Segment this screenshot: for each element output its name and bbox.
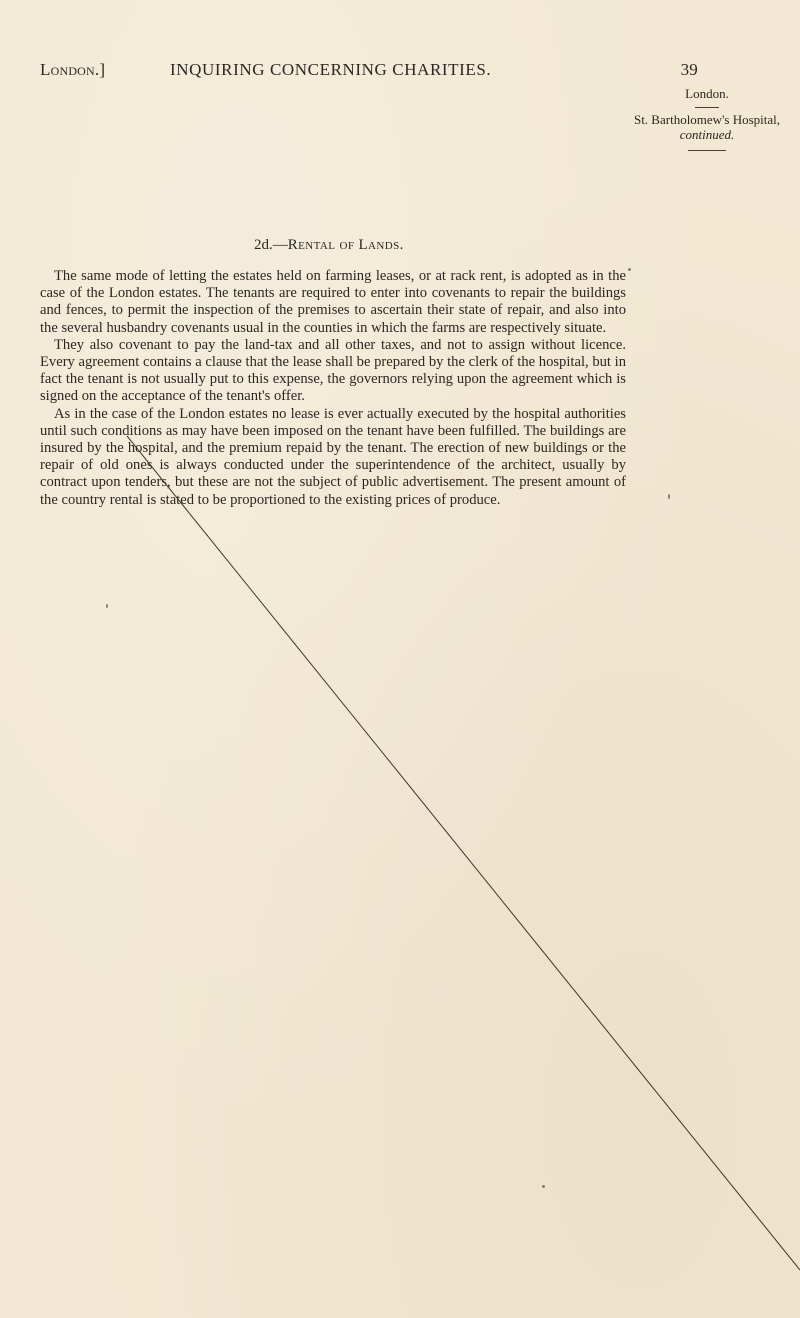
section-title: Rental of Lands. — [287, 237, 404, 253]
margin-note-continued: continued. — [679, 127, 735, 142]
paper-speck — [628, 268, 631, 271]
paper-speck — [542, 1185, 545, 1188]
page-number: 39 — [680, 60, 698, 79]
paragraph: They also covenant to pay the land-tax and all other taxes, and not to assign without licence. Every agreement contains a clause that the lease shall be prepared by the clerk of the hospital, but in fact the tenant is not usually put to this expense, the governors relying upon the agreement which is signed on the acceptance of the tenant's offer. — [40, 336, 626, 405]
paragraph: As in the case of the London estates no lease is ever actually executed by the hospital authorities until such conditions as may have been imposed on the tenant have been fulfilled. The buildings are insured by the hospital, and the premium repaid by the tenant. The erection of new buildings or the repair of old ones is always conducted under the superintendence of the architect, usually by contract upon tenders, but these are not the subject of public advertisement. The present amount of the country rental is stated to be proportioned to the existing prices of produce. — [40, 405, 626, 508]
margin-note-institution: St. Bartholomew's Hospital, — [633, 112, 781, 127]
margin-note-place: London. — [685, 86, 729, 101]
section-number: 2d.— — [254, 237, 288, 253]
paragraph: The same mode of letting the estates held on farming leases, or at rack rent, is adopted as in the case of the London estates. The tenants are required to enter into covenants to repair the buildings and fences, to permit the inspection of the premises to ascertain their state of repair, and also into the several husbandry covenants usual in the counties in which the farms are respectively situate. — [40, 268, 626, 336]
running-head-title: INQUIRING CONCERNING CHARITIES. — [170, 60, 492, 79]
paper-speck — [106, 604, 108, 608]
running-head-left: London.] — [40, 60, 106, 79]
paper-speck — [668, 494, 670, 499]
diagonal-stroke — [127, 436, 800, 1270]
